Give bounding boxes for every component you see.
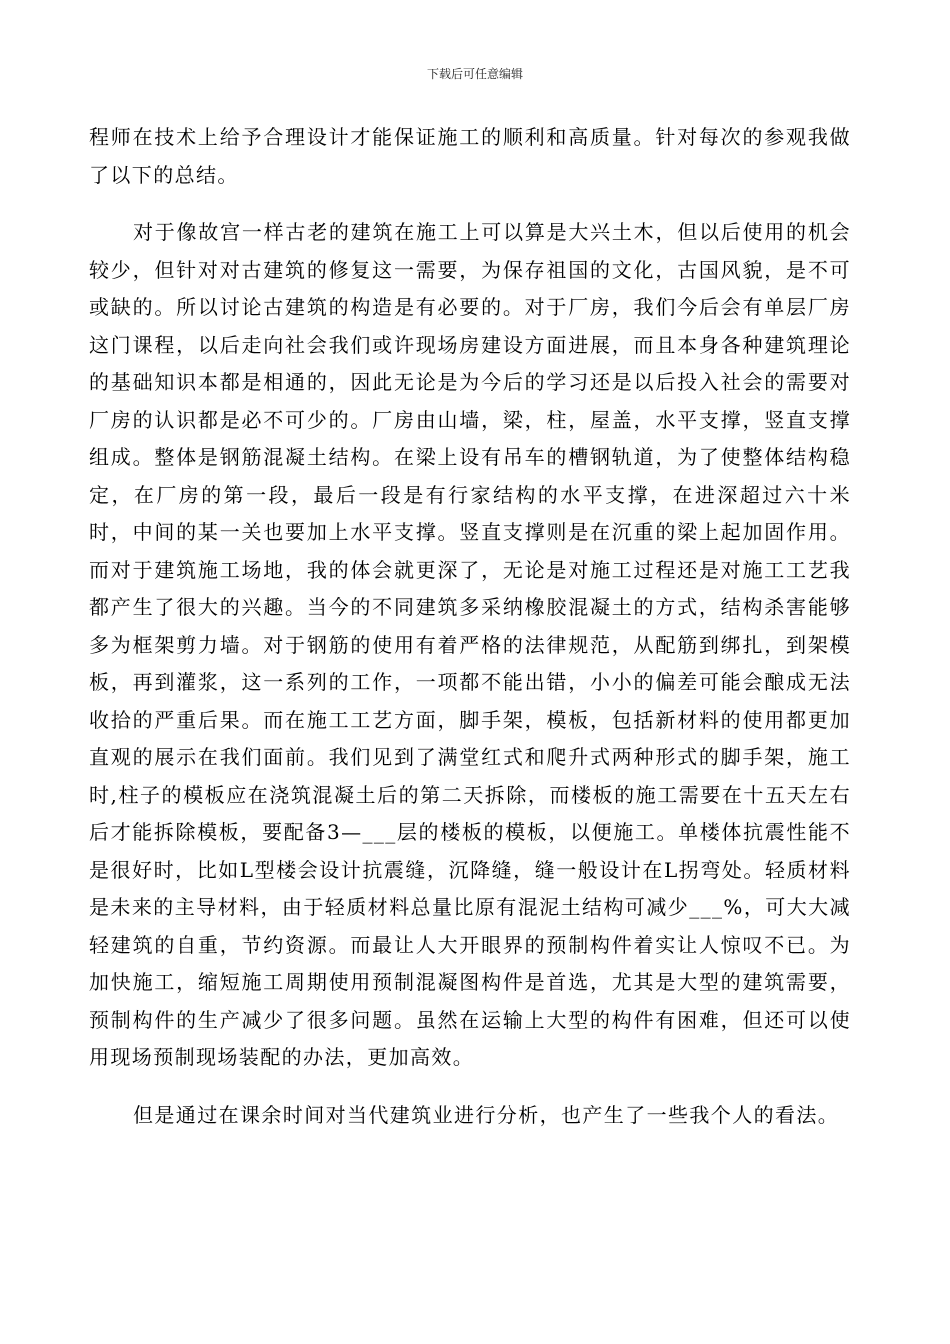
paragraph-closing: 但是通过在课余时间对当代建筑业进行分析，也产生了一些我个人的看法。 — [133, 1102, 840, 1127]
page-header: 下载后可任意编辑 — [426, 67, 523, 81]
paragraph-main: 对于像故宫一样古老的建筑在施工上可以算是大兴土木，但以后使用的机会较少，但针对对古建筑的修复这一需要，为保存祖国的文化，古国风貌，是不可或缺的。所以讨论古建筑的构造是有必要的。对于厂房，我们今后会有单层厂房这门课程，以后走向社会我们或许现场房建设方面进展，而且本身各种建筑理论的基础知识本都是相通的，因此无论是为今后的学习还是以后投入社会的需要对厂房的认识都是必不可少的。厂房由山墙，梁，柱，屋盖，水平支撑，竖直支撑组成。整体是钢筋混凝土结构。在梁上设有吊车的槽钢轨道，为了使整体结构稳定，在厂房的第一段，最后一段是有行家结构的水平支撑，在进深超过六十米时，中间的某一关也要加上水平支撑。竖直支撑则是在沉重的梁上起加固作用。而对于建筑施工场地，我的体会就更深了，无论是对施工过程还是对施工工艺我都产生了很大的兴趣。当今的不同建筑多采纳橡胶混凝土的方式，结构杀害能够多为框架剪力墙。对于钢筋的使用有着严格的法律规范，从配筋到绑扎，到架模板，再到灌浆，这一系列的工作，一项都不能出错，小小的偏差可能会酿成无法收拾的严重后果。而在施工工艺方面，脚手架，模板，包括新材料的使用都更加直观的展示在我们面前。我们见到了满堂红式和爬升式两种形式的脚手架，施工时,柱子的模板应在浇筑混凝土后的第二天拆除，而楼板的施工需要在十五天左右后才能拆除模板，要配备3—___层的楼板的模板，以便施工。单楼体抗震性能不是很好时，比如L型楼会设计抗震缝，沉降缝，缝一般设计在L拐弯处。轻质材料是未来的主导材料，由于轻质材料总量比原有混泥土结构可减少___%，可大大减轻建筑的自重，节约资源。而最让人大开眼界的预制构件着实让人惊叹不已。为加快施工，缩短施工周期使用预制混凝图构件是首选，尤其是大型的建筑需要，预制构件的生产减少了很多问题。虽然在运输上大型的构件有困难，但还可以使用现场预制现场装配的办法，更加高效。 — [89, 220, 851, 1069]
document-body — [89, 119, 851, 1134]
paragraph-continuation: 程师在技术上给予合理设计才能保证施工的顺利和高质量。针对每次的参观我做了以下的总结。 — [89, 125, 851, 187]
